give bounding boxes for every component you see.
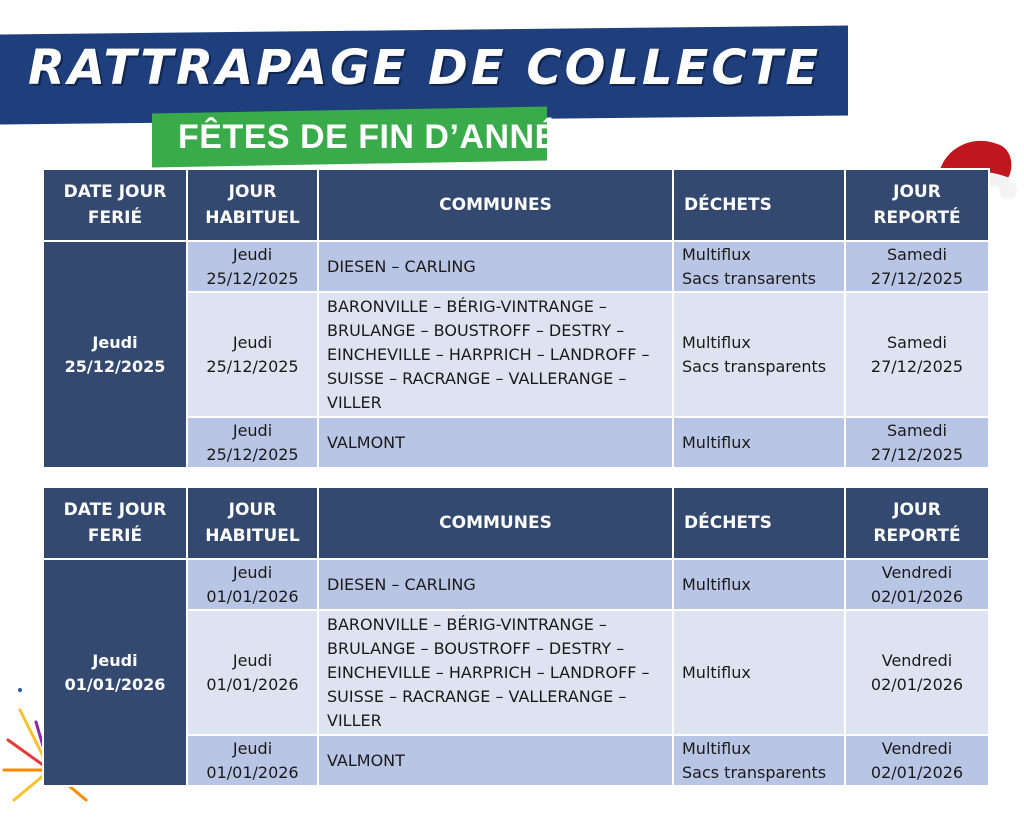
jour-habituel-cell — [187, 610, 318, 735]
header-dechets: DÉCHETS — [673, 169, 845, 241]
jour-reporte-cell — [845, 735, 989, 786]
reporte-date: 02/01/2026 — [870, 762, 964, 782]
dechets-cell — [673, 292, 845, 417]
reporte-date: 27/12/2025 — [870, 444, 964, 464]
header-date-ferie: DATE JOUR FERIÉ — [43, 487, 187, 559]
holiday-day: Jeudi — [92, 332, 138, 352]
dechets-line-1: Multiflux — [682, 662, 751, 682]
reporte-date: 02/01/2026 — [870, 674, 964, 694]
communes-cell: VALMONT — [318, 735, 673, 786]
dechets-line-2: Sacs transparents — [682, 356, 827, 376]
header-jour-habituel: JOUR HABITUEL — [187, 487, 318, 559]
communes-cell: DIESEN – CARLING — [318, 559, 673, 610]
holiday-day: Jeudi — [92, 650, 138, 670]
dechets-line-1: Multiflux — [682, 574, 751, 594]
habituel-day: Jeudi — [232, 738, 273, 758]
habituel-date: 01/01/2026 — [206, 674, 299, 694]
header-jour-reporte: JOUR REPORTÉ — [845, 487, 989, 559]
table-header-row — [43, 169, 989, 241]
dechets-line-1: Multiflux — [682, 432, 751, 452]
reporte-day: Samedi — [887, 244, 947, 264]
communes-cell: BARONVILLE – BÉRIG-VINTRANGE – BRULANGE – BOUSTROFF – DESTRY – EINCHEVILLE – HARPRICH – LANDROFF – SUISSE – RACRANGE – VALLERANGE – VILLER — [318, 610, 673, 735]
dechets-cell — [673, 417, 845, 468]
jour-reporte-cell — [845, 417, 989, 468]
dechets-cell — [673, 241, 845, 292]
dechets-line-2: Sacs transparents — [682, 762, 827, 782]
habituel-day: Jeudi — [232, 420, 273, 440]
habituel-day: Jeudi — [232, 650, 273, 670]
table-header-row — [43, 487, 989, 559]
reporte-date: 27/12/2025 — [870, 356, 964, 376]
habituel-date: 01/01/2026 — [206, 762, 299, 782]
habituel-date: 01/01/2026 — [206, 586, 299, 606]
schedule-table-2 — [42, 486, 990, 787]
dechets-cell — [673, 735, 845, 786]
reporte-day: Samedi — [887, 332, 947, 352]
dechets-line-1: Multiflux — [682, 738, 751, 758]
table-row — [43, 559, 989, 610]
page-title: RATTRAPAGE DE COLLECTE — [28, 40, 822, 96]
holiday-date: 25/12/2025 — [64, 356, 166, 376]
communes-cell: VALMONT — [318, 417, 673, 468]
holiday-date-cell — [43, 559, 187, 786]
jour-reporte-cell — [845, 610, 989, 735]
header-date-ferie: DATE JOUR FERIÉ — [43, 169, 187, 241]
reporte-day: Vendredi — [881, 738, 953, 758]
communes-cell: DIESEN – CARLING — [318, 241, 673, 292]
communes-cell: BARONVILLE – BÉRIG-VINTRANGE – BRULANGE – BOUSTROFF – DESTRY – EINCHEVILLE – HARPRICH – LANDROFF – SUISSE – RACRANGE – VALLERANGE – VILLER — [318, 292, 673, 417]
dechets-cell — [673, 559, 845, 610]
jour-habituel-cell — [187, 241, 318, 292]
habituel-day: Jeudi — [232, 562, 273, 582]
habituel-date: 25/12/2025 — [206, 268, 299, 288]
dechets-line-2: Sacs transarents — [682, 268, 816, 288]
header-jour-reporte: JOUR REPORTÉ — [845, 169, 989, 241]
habituel-day: Jeudi — [232, 244, 273, 264]
dechets-cell — [673, 610, 845, 735]
jour-habituel-cell — [187, 292, 318, 417]
dechets-line-1: Multiflux — [682, 244, 751, 264]
holiday-date-cell — [43, 241, 187, 468]
habituel-day: Jeudi — [232, 332, 273, 352]
header-communes: COMMUNES — [318, 487, 673, 559]
holiday-date: 01/01/2026 — [64, 674, 166, 694]
reporte-day: Vendredi — [881, 562, 953, 582]
jour-habituel-cell — [187, 559, 318, 610]
header-dechets: DÉCHETS — [673, 487, 845, 559]
page-subtitle: FÊTES DE FIN D’ANNÉE — [178, 118, 581, 156]
jour-habituel-cell — [187, 735, 318, 786]
jour-habituel-cell — [187, 417, 318, 468]
jour-reporte-cell — [845, 559, 989, 610]
habituel-date: 25/12/2025 — [206, 356, 299, 376]
jour-reporte-cell — [845, 292, 989, 417]
reporte-day: Samedi — [887, 420, 947, 440]
dechets-line-1: Multiflux — [682, 332, 751, 352]
habituel-date: 25/12/2025 — [206, 444, 299, 464]
reporte-date: 02/01/2026 — [870, 586, 964, 606]
reporte-date: 27/12/2025 — [870, 268, 964, 288]
schedule-table-1 — [42, 168, 990, 469]
header-jour-habituel: JOUR HABITUEL — [187, 169, 318, 241]
reporte-day: Vendredi — [881, 650, 953, 670]
jour-reporte-cell — [845, 241, 989, 292]
table-row — [43, 241, 989, 292]
header-communes: COMMUNES — [318, 169, 673, 241]
